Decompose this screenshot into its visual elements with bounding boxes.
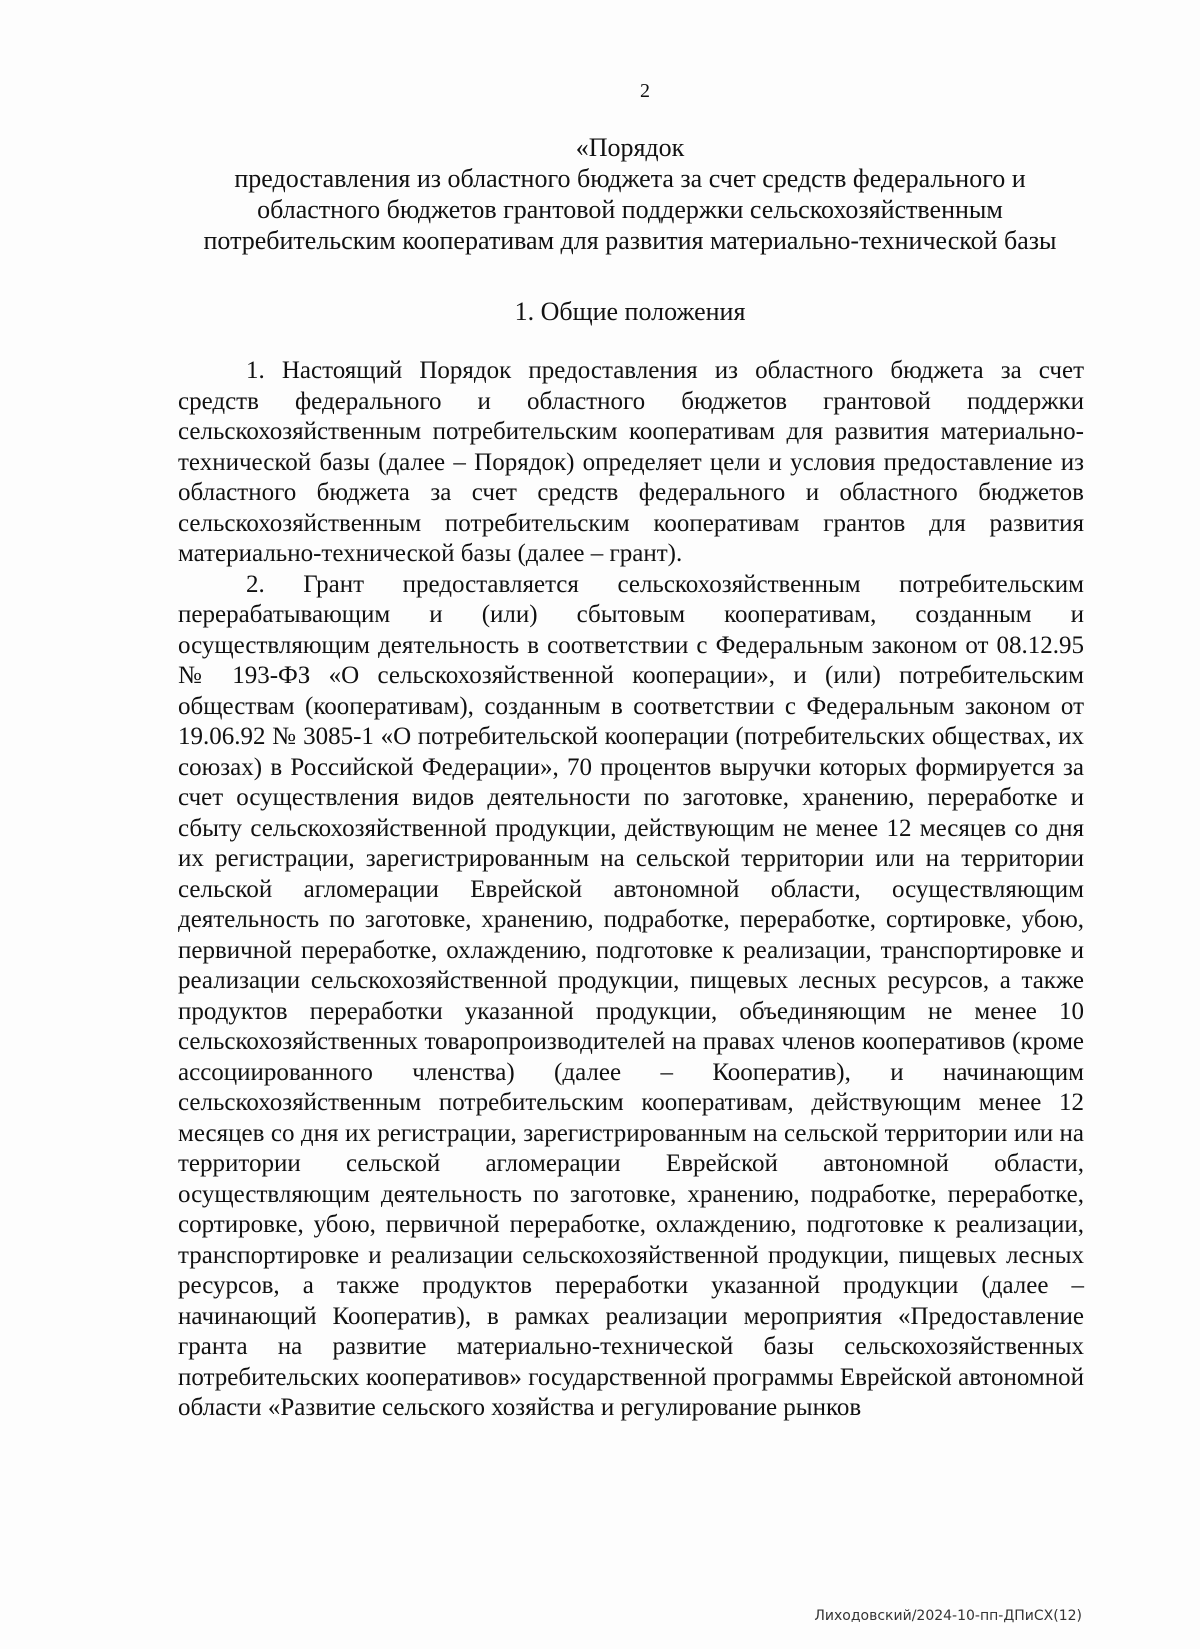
document-title — [180, 132, 1080, 256]
page-number: 2 — [640, 80, 650, 102]
document-body — [178, 356, 1084, 1424]
title-line-2: предоставления из областного бюджета за счет средств федерального и — [234, 164, 1026, 193]
title-line-1: «Порядок — [575, 133, 685, 162]
paragraph-1: 1. Настоящий Порядок предоставления из областного бюджета за счет средств федерального и областного бюджетов грантовой поддержки сельскохозяйственным потребительским кооперативам для развития материально-технической базы (далее – Порядок) определяет цели и условия предоставление из областного бюджета за счет средств федерального и областного бюджетов сельскохозяйственным потребительским кооперативам грантов для развития материально-технической базы (далее – грант). — [178, 357, 1084, 567]
section-heading: 1. Общие положения — [514, 297, 746, 326]
document-footer-code: Лиходовский/2024-10-пп-ДПиСХ(12) — [814, 1608, 1082, 1624]
title-line-4: потребительским кооперативам для развития материально-технической базы — [203, 226, 1057, 255]
paragraph-2: 2. Грант предоставляется сельскохозяйственным потребительским перерабатывающим и (или) сбытовым кооперативам, созданным и осуществляющим деятельность в соответствии с Федеральным законом от 08.12.95 № 193-ФЗ «О сельскохозяйственной кооперации», и (или) потребительским обществам (кооперативам), созданным в соответствии с Федеральным законом от 19.06.92 № 3085-1 «О потребительской кооперации (потребительских обществах, их союзах) в Российской Федерации», 70 процентов выручки которых формируется за счет осуществления видов деятельности по заготовке, хранению, переработке и сбыту сельскохозяйственной продукции, действующим не менее 12 месяцев со дня их регистрации, зарегистрированным на сельской территории или на территории сельской агломерации Еврейской автономной области, осуществляющим деятельность по заготовке, хранению, подработке, переработке, сортировке, убою, первичной переработке, охлаждению, подготовке к реализации, транспортировке и реализации сельскохозяйственной продукции, пищевых лесных ресурсов, а также продуктов переработки указанной продукции, объединяющим не менее 10 сельскохозяйственных товаропроизводителей на правах членов кооперативов (кроме ассоциированного членства) (далее – Кооператив), и начинающим сельскохозяйственным потребительским кооперативам, действующим менее 12 месяцев со дня их регистрации, зарегистрированным на сельской территории или на территории сельской агломерации Еврейской автономной области, осуществляющим деятельность по заготовке, хранению, подработке, переработке, сортировке, убою, первичной переработке, охлаждению, подготовке к реализации, транспортировке и реализации сельскохозяйственной продукции, пищевых лесных ресурсов, а также продуктов переработки указанной продукции (далее – начинающий Кооператив), в рамках реализации мероприятия «Предоставление гранта на развитие материально-технической базы сельскохозяйственных потребительских кооперативов» государственной программы Еврейской автономной области «Развитие сельского хозяйства и регулирование рынков — [178, 570, 1084, 1421]
title-line-3: областного бюджетов грантовой поддержки сельскохозяйственным — [257, 195, 1003, 224]
